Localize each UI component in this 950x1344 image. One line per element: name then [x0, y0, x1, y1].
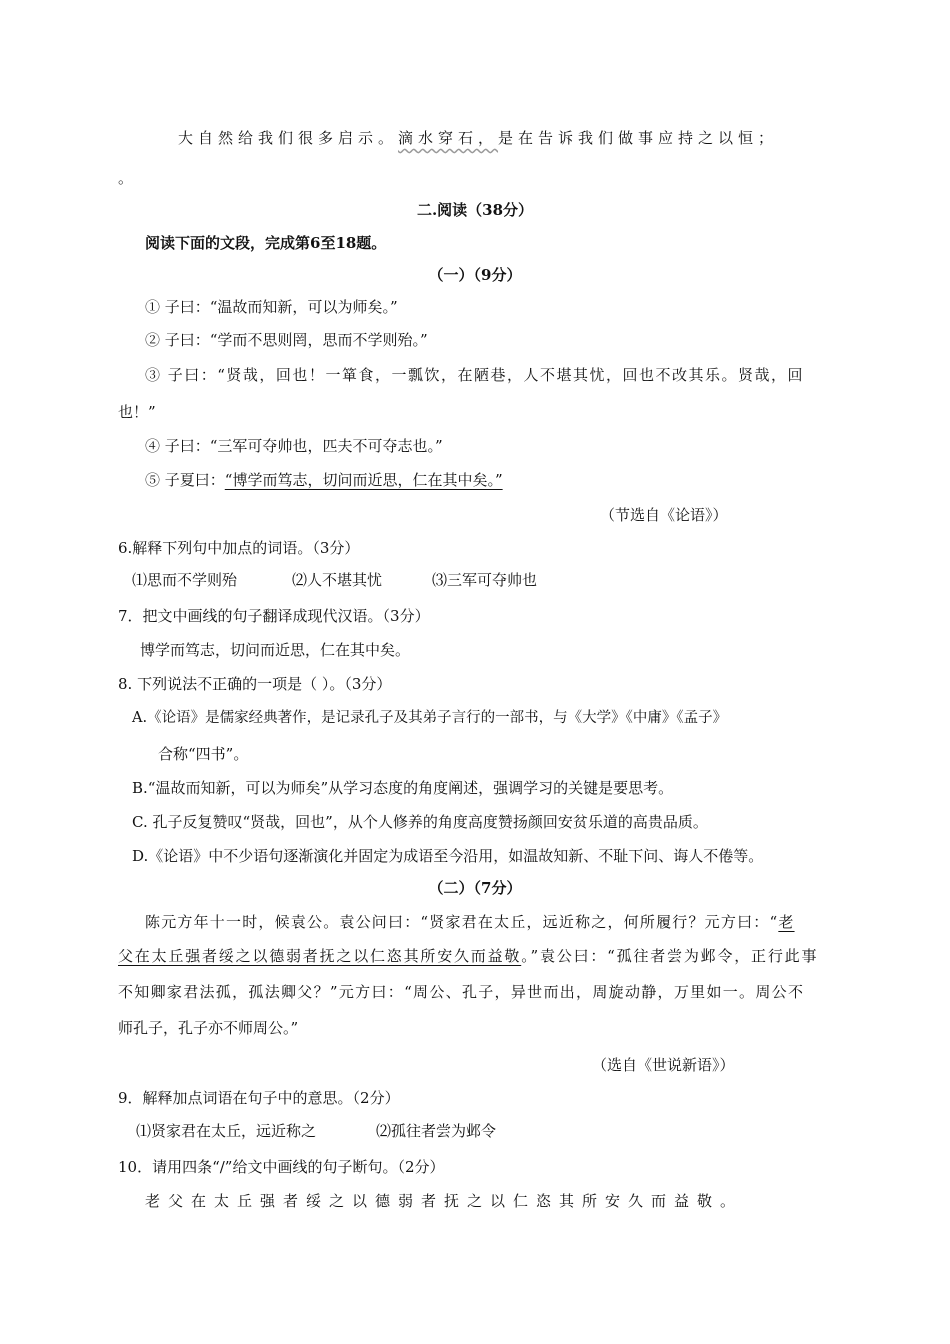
part2-para-line-1-text: 陈元方年十一时，候袁公。袁公问曰：“贤家君在太丘，远近称之，何所履行？元方曰：“ [145, 913, 779, 931]
part2-para-line-1-underlined: 老 [778, 913, 795, 931]
q8-stem: 8. 下列说法不正确的一项是（ ）。（3分） [118, 675, 392, 693]
part1-item-3-cont: 也！” [118, 403, 156, 421]
q8-option-a: A.《论语》是儒家经典著作，是记录孔子及其弟子言行的一部书，与《大学》《中庸》《孟子》 [132, 710, 728, 726]
q10-text: 老父在太丘强者绥之以德弱者抚之以仁恣其所安久而益敬。 [145, 1192, 744, 1210]
q6-option-2: ⑵人不堪其忧 [292, 571, 383, 589]
q9-option-1: ⑴贤家君在太丘，远近称之 [136, 1122, 317, 1140]
intro-part-b: 滴水穿石， [398, 129, 499, 147]
q9-option-2: ⑵孤往者尝为邺令 [376, 1122, 497, 1140]
part1-item-4: ④ 子曰：“三军可夺帅也，匹夫不可夺志也。” [145, 437, 443, 455]
part2-para-line-2 [118, 946, 818, 966]
part2-para-line-1 [145, 912, 795, 932]
q8-option-d: D.《论语》中不少语句逐渐演化并固定为成语至今沿用，如温故知新、不耻下问、诲人不倦等。 [132, 847, 764, 865]
part1-item-2: ② 子曰：“学而不思则罔，思而不学则殆。” [145, 331, 428, 349]
q8-option-b: B.“温故而知新，可以为师矣”从学习态度的角度阐述，强调学习的关键是要思考。 [132, 779, 674, 797]
q6-stem: 6.解释下列句中加点的词语。（3分） [118, 539, 360, 557]
part1-item-5-prefix: ⑤ 子夏曰： [145, 471, 225, 489]
part1-item-1: ① 子曰：“温故而知新，可以为师矣。” [145, 298, 398, 316]
part2-title: （二）（7分） [428, 879, 522, 897]
part2-source: （选自《世说新语》） [592, 1056, 735, 1074]
part2-para-line-3: 不知卿家君法孤，孤法卿父？”元方曰：“周公、孔子，异世而出，周旋动静，万里如一。周公不 [118, 983, 805, 1001]
q10-stem: 10．请用四条“/”给文中画线的句子断句。（2分） [118, 1158, 445, 1176]
intro-part-a: 大自然给我们很多启示。 [178, 129, 399, 147]
q6-option-1: ⑴思而不学则殆 [132, 571, 238, 589]
q8-option-a-cont: 合称“四书”。 [158, 745, 249, 763]
q7-stem: 7．把文中画线的句子翻译成现代汉语。（3分） [118, 607, 430, 625]
section-instruction: 阅读下面的文段，完成第6至18题。 [145, 234, 387, 252]
intro-part-c: 是在告诉我们做事应持之以恒； [498, 129, 779, 147]
part2-para-line-2-text: 。”袁公曰：“孤往者尝为邺令，正行此事 [521, 947, 819, 965]
q7-text: 博学而笃志，切问而近思，仁在其中矣。 [140, 641, 411, 659]
part1-item-5 [145, 470, 503, 490]
section-title: 二.阅读（38分） [416, 201, 534, 219]
q6-option-3: ⑶三军可夺帅也 [432, 571, 538, 589]
part2-para-line-4: 师孔子，孔子亦不师周公。” [118, 1019, 299, 1037]
part2-para-line-2-underlined: 父在太丘强者绥之以德弱者抚之以仁恣其所安久而益敬 [118, 947, 522, 965]
q9-stem: 9．解释加点词语在句子中的意思。（2分） [118, 1089, 400, 1107]
part1-source: （节选自《论语》） [600, 506, 728, 524]
intro-line [178, 128, 778, 148]
part1-item-3: ③ 子曰：“贤哉，回也！一箪食，一瓢饮，在陋巷，人不堪其忧，回也不改其乐。贤哉，回 [145, 366, 804, 384]
part1-item-5-underlined: “博学而笃志，切问而近思，仁在其中矣。” [224, 471, 503, 489]
intro-blank-line: 。 [118, 169, 134, 187]
part1-title: （一）（9分） [428, 266, 522, 284]
q8-option-c: C. 孔子反复赞叹“贤哉，回也”，从个人修养的角度高度赞扬颜回安贫乐道的高贵品质。 [132, 813, 708, 831]
